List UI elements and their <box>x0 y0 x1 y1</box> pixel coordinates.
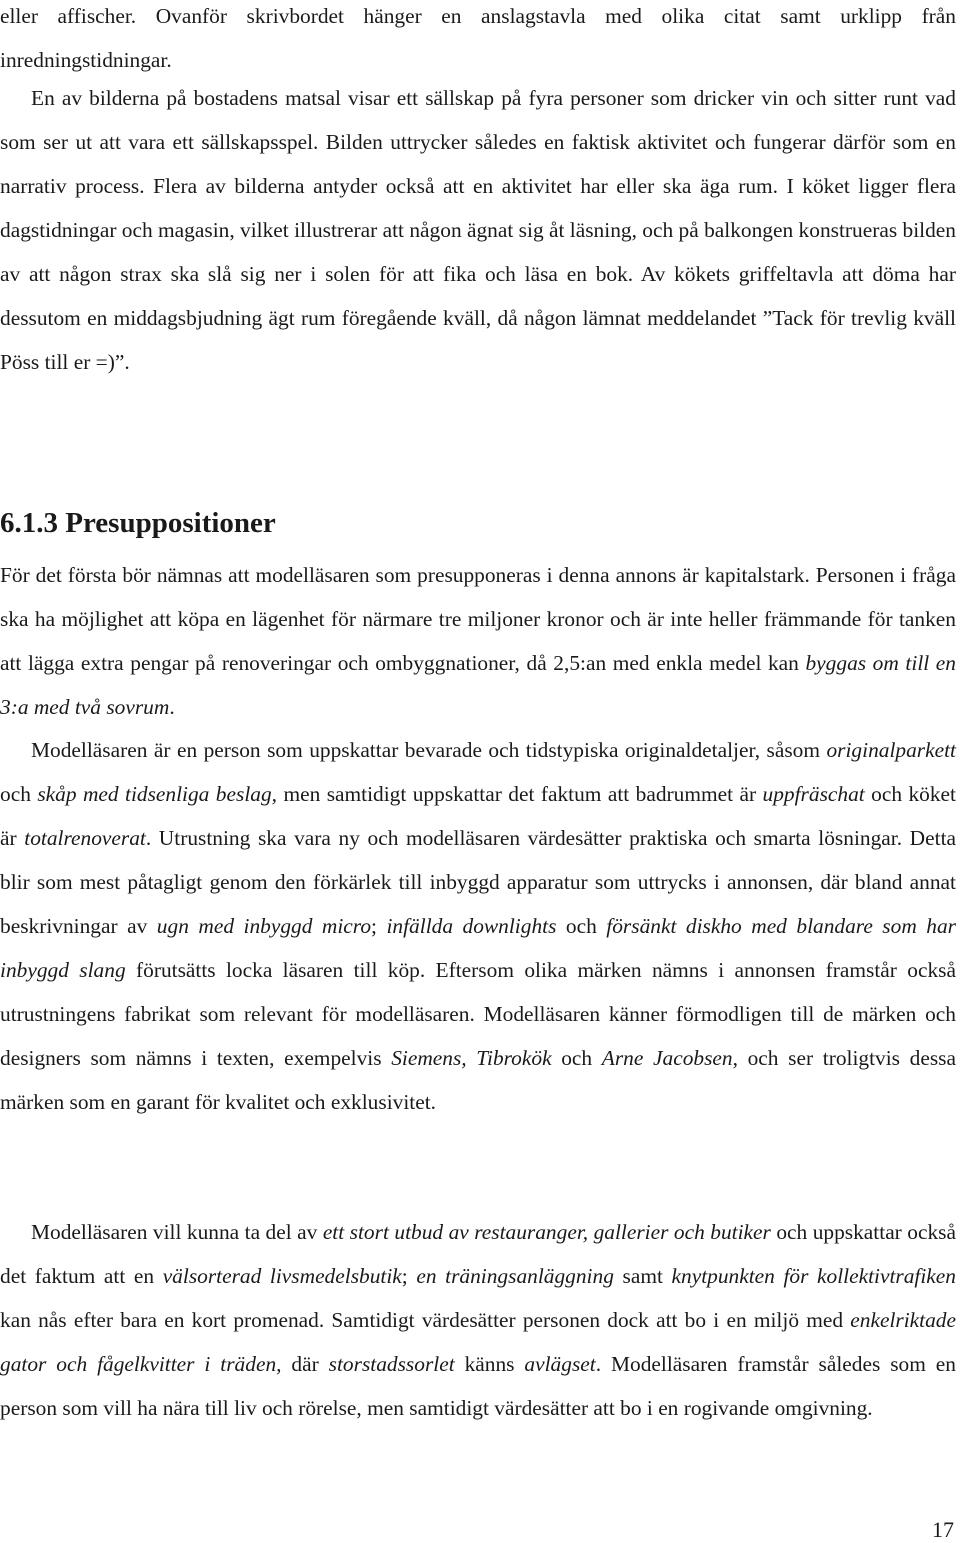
italic-phrase: storstadssorlet <box>328 1352 455 1376</box>
paragraph-capital <box>0 553 956 729</box>
italic-phrase: byggas om till en 3:a med två sovrum <box>0 651 956 719</box>
text-run: . Modelläsaren framstår således som en person som vill ha nära till liv och rörelse, men samtidigt värdesätter att bo i en rogivande omgivning. <box>0 1352 956 1420</box>
text-run: känns <box>454 1352 525 1376</box>
paragraph-dining-room: En av bilderna på bostadens matsal visar ett sällskap på fyra personer som dricker vin och sitter runt vad som ser ut att vara ett sällskapsspel. Bilden uttrycker således en faktisk aktivitet och fungerar därför som en narrativ process. Flera av bilderna antyder också att en aktivitet har eller ska äga rum. I köket ligger flera dagstidningar och magasin, vilket illustrerar att någon ägnat sig åt läsning, och på balkongen konstrueras bilden av att någon strax ska slå sig ner i solen för att fika och läsa en bok. Av kökets griffeltavla att döma har dessutom en middagsbjudning ägt rum föregående kväll, då någon lämnat meddelandet ”Tack för trevlig kväll Pöss till er =)”. <box>0 86 956 374</box>
text-run: . <box>169 695 175 719</box>
text-run: och köket är <box>0 782 956 850</box>
text-run: , och ser troligtvis dessa märken som en garant för kvalitet och exklusivitet. <box>0 1046 956 1114</box>
italic-phrase: knytpunkten för kollektivtrafiken <box>671 1264 956 1288</box>
paragraph-intro-continuation: eller affischer. Ovanför skrivbordet hänger en anslagstavla med olika citat samt urklipp från inredningstidningar. <box>0 4 956 72</box>
text-run: och <box>551 1046 602 1070</box>
text-run: samt <box>613 1264 672 1288</box>
text-run: men samtidigt uppskattar det faktum att badrummet är <box>277 782 763 806</box>
text-run: ; <box>371 914 387 938</box>
italic-phrase: Arne Jacobsen <box>601 1046 733 1070</box>
text-run: kan nås efter bara en kort promenad. Samtidigt värdesätter personen dock att bo i en miljö med <box>0 1308 851 1332</box>
text-run: där <box>281 1352 329 1376</box>
italic-phrase: totalrenoverat <box>24 826 146 850</box>
italic-phrase: avlägset <box>524 1352 596 1376</box>
italic-phrase: en träningsanläggning <box>416 1264 614 1288</box>
text-run: och uppskattar också det faktum att en <box>0 1220 956 1288</box>
paragraph-values <box>0 728 956 1124</box>
italic-phrase: enkelriktade gator och fågelkvitter i träden, <box>0 1308 956 1376</box>
italic-phrase: ett stort utbud av restauranger, gallerier och butiker <box>322 1220 771 1244</box>
italic-phrase: försänkt diskho med blandare som har inbyggd slang <box>0 914 956 982</box>
italic-phrase: Siemens, Tibrokök <box>391 1046 552 1070</box>
italic-phrase: skåp med tidsenliga beslag, <box>37 782 278 806</box>
italic-phrase: uppfräschat <box>762 782 865 806</box>
text-run: För det första bör nämnas att modelläsaren som presupponeras i denna annons är kapitalstark. Personen i fråga ska ha möjlighet att köpa en lägenhet för närmare tre miljoner kronor och är inte heller främmande för tanken att lägga extra pengar på renoveringar och ombyggnationer, då 2,5:an med enkla medel kan <box>0 563 956 675</box>
italic-phrase: ugn med inbyggd micro <box>156 914 372 938</box>
paragraph-city-life <box>0 1210 956 1430</box>
italic-phrase: välsorterad livsmedelsbutik <box>162 1264 402 1288</box>
text-run: ; <box>401 1264 417 1288</box>
text-run: förutsätts locka läsaren till köp. Eftersom olika märken nämns i annonsen framstår också utrustningens fabrikat som relevant för modelläsaren. Modelläsaren känner förmodligen till de märken och designers som nämns i texten, exempelvis <box>0 958 956 1070</box>
italic-phrase: infällda downlights <box>386 914 557 938</box>
italic-phrase: originalparkett <box>826 738 956 762</box>
text-run: och <box>0 782 38 806</box>
text-run: . Utrustning ska vara ny och modelläsaren värdesätter praktiska och smarta lösningar. Detta blir som mest påtagligt genom den förkärlek till inbyggd apparatur som uttrycks i annonsen, där bland annat beskrivningar av <box>0 826 957 938</box>
page-number: 17 <box>932 1517 954 1542</box>
section-heading: 6.1.3 Presuppositioner <box>0 507 276 539</box>
text-run: Modelläsaren är en person som uppskattar bevarade och tidstypiska originaldetaljer, såsom <box>31 738 827 762</box>
text-run: Modelläsaren vill kunna ta del av <box>31 1220 323 1244</box>
text-run: och <box>556 914 607 938</box>
